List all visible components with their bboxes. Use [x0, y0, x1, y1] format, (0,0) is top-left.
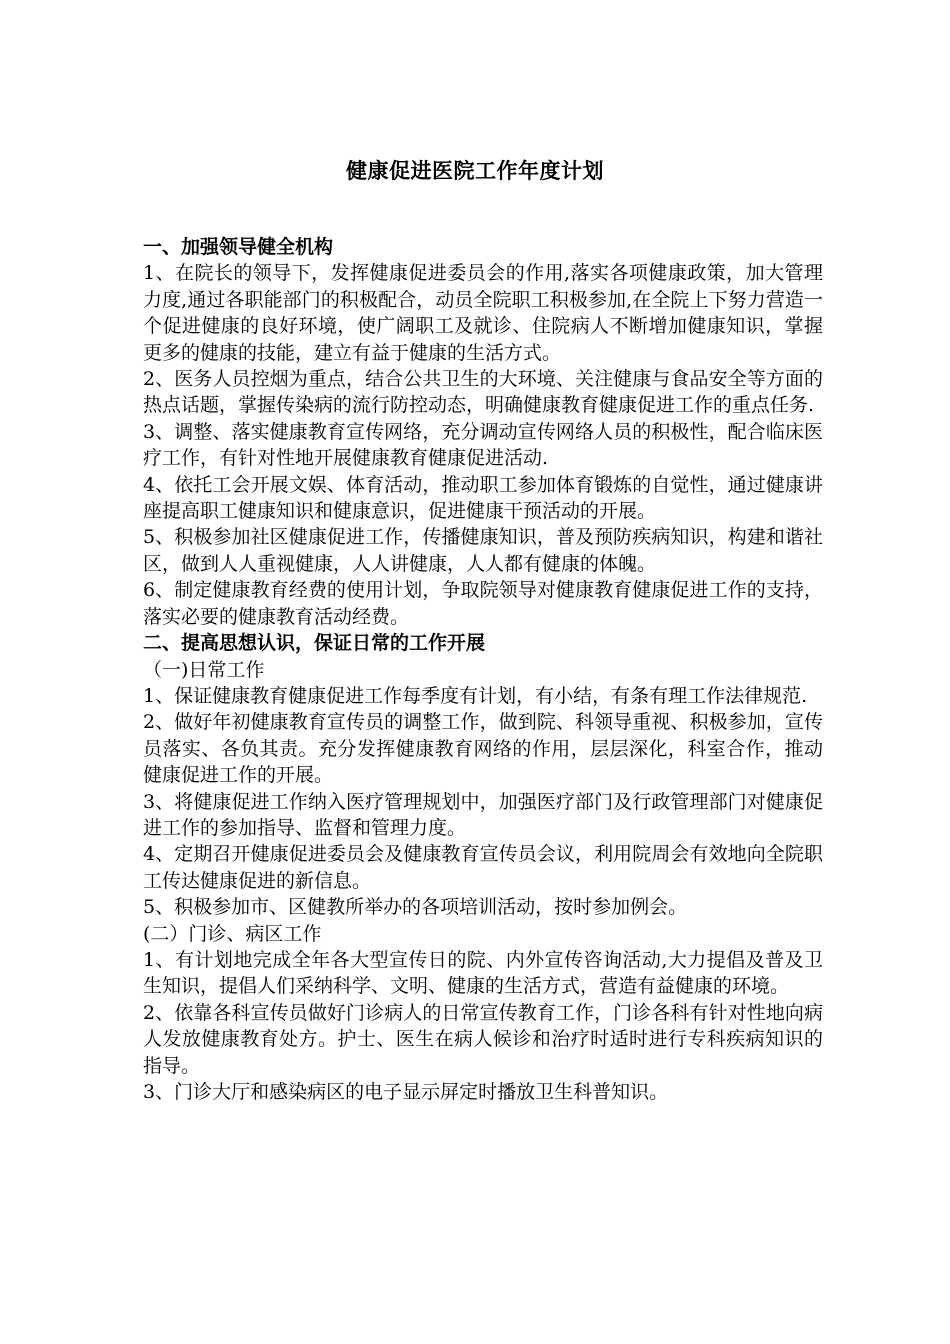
document-body [143, 234, 823, 1105]
paragraph: 1、有计划地完成全年各大型宣传日的院、内外宣传咨询活动,大力提倡及普及卫生知识，提倡人们采纳科学、文明、健康的生活方式，营造有益健康的环境。 [143, 948, 823, 998]
subsection-heading: （一)日常工作 [143, 658, 265, 681]
paragraph: 1、保证健康教育健康促进工作每季度有计划，有小结，有条有理工作法律规范. [143, 684, 808, 707]
paragraph: 3、将健康促进工作纳入医疗管理规划中，加强医疗部门及行政管理部门对健康促进工作的参加指导、监督和管理力度。 [143, 790, 823, 839]
paragraph: 3、调整、落实健康教育宣传网络，充分调动宣传网络人员的积极性，配合临床医疗工作，有针对性地开展健康教育健康促进活动. [143, 420, 823, 470]
paragraph: 4、依托工会开展文娱、体育活动，推动职工参加体育锻炼的自觉性，通过健康讲座提高职工健康知识和健康意识，促进健康干预活动的开展。 [143, 473, 823, 523]
paragraph: 2、依靠各科宣传员做好门诊病人的日常宣传教育工作，门诊各科有针对性地向病人发放健康教育处方。护士、医生在病人候诊和治疗时适时进行专科疾病知识的指导。 [143, 1001, 823, 1077]
paragraph: 1、在院长的领导下，发挥健康促进委员会的作用,落实各项健康政策，加大管理力度,通过各职能部门的积极配合，动员全院职工积极参加,在全院上下努力营造一个促进健康的良好环境，使广阔职工及就诊、住院病人不断增加健康知识，掌握更多的健康的技能，建立有益于健康的生活方式。 [143, 262, 823, 364]
paragraph: 5、积极参加市、区健教所举办的各项培训活动，按时参加例会。 [143, 896, 688, 919]
section-heading: 一、加强领导健全机构 [143, 236, 334, 258]
paragraph: 2、做好年初健康教育宣传员的调整工作，做到院、科领导重视、积极参加，宣传员落实、各负其责。充分发挥健康教育网络的作用，层层深化，科室合作，推动健康促进工作的开展。 [143, 711, 823, 787]
paragraph: 6、制定健康教育经费的使用计划，争取院领导对健康教育健康促进工作的支持，落实必要的健康教育活动经费。 [143, 579, 823, 628]
paragraph: 3、门诊大厅和感染病区的电子显示屏定时播放卫生科普知识。 [143, 1081, 669, 1103]
section-heading: 二、提高思想认识，保证日常的工作开展 [143, 632, 486, 655]
document-title: 健康促进医院工作年度计划 [346, 159, 604, 183]
paragraph: 5、积极参加社区健康促进工作，传播健康知识，普及预防疾病知识，构建和谐社区，做到人人重视健康，人人讲健康，人人都有健康的体魄。 [143, 526, 823, 575]
subsection-heading: (二）门诊、病区工作 [143, 922, 322, 945]
paragraph: 4、定期召开健康促进委员会及健康教育宣传员会议，利用院周会有效地向全院职工传达健康促进的新信息。 [143, 843, 823, 892]
paragraph: 2、医务人员控烟为重点，结合公共卫生的大环境、关注健康与食品安全等方面的热点话题，掌握传染病的流行防控动态，明确健康教育健康促进工作的重点任务. [143, 368, 823, 417]
